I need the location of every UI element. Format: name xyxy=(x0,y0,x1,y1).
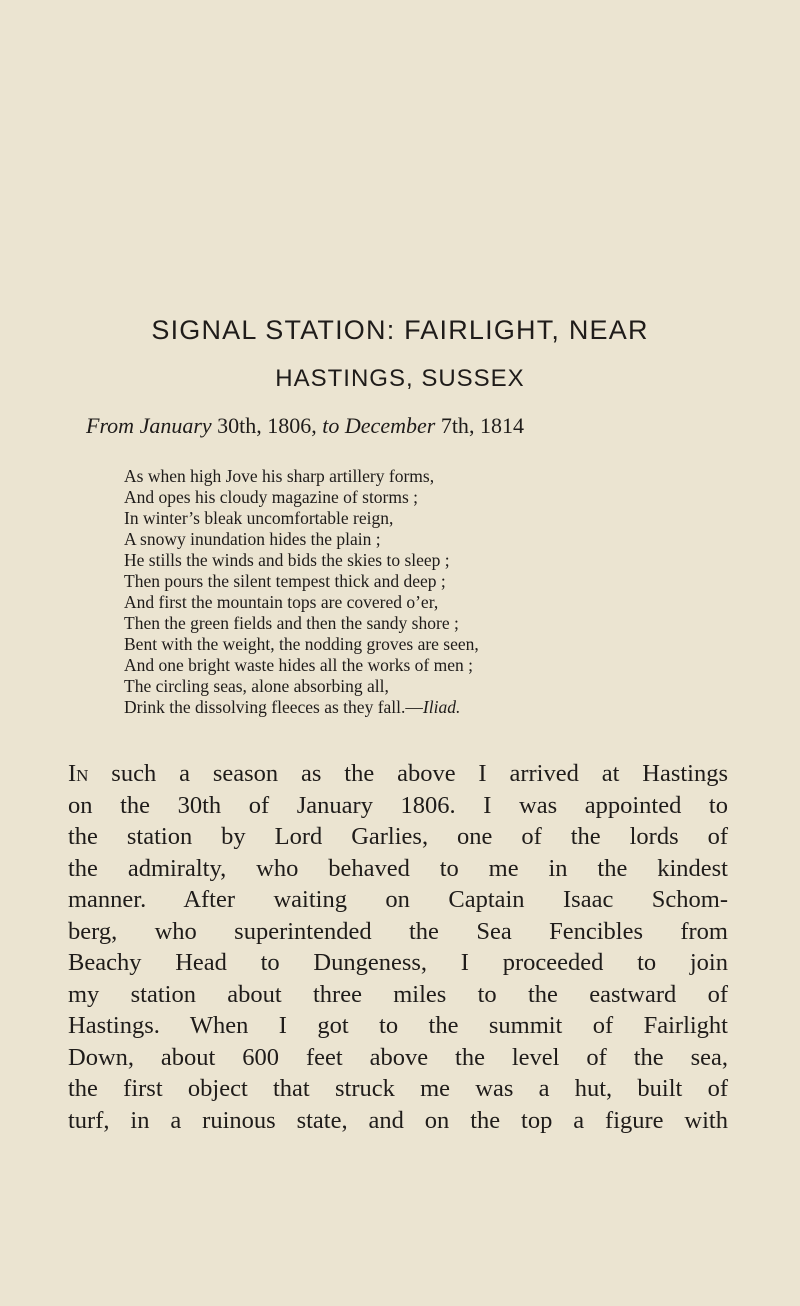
prose-line: berg, who superintended the Sea Fencibles from xyxy=(68,917,728,945)
poem-line: Then the green fields and then the sandy shore ; xyxy=(124,613,459,633)
poem-line: And first the mountain tops are covered o’er, xyxy=(124,592,439,612)
poem-line: And one bright waste hides all the works of men ; xyxy=(124,655,473,675)
prose-line: the admiralty, who behaved to me in the kindest xyxy=(68,854,728,882)
poem-line: As when high Jove his sharp artillery forms, xyxy=(124,466,435,486)
date-range xyxy=(86,412,786,440)
prose-line: Beachy Head to Dungeness, I proceeded to join xyxy=(68,949,728,976)
drop-word: In xyxy=(68,760,89,787)
epigraph-poem xyxy=(124,466,784,718)
poem-line: The circling seas, alone absorbing all, xyxy=(124,676,389,696)
poem-last-text: Drink the dissolving fleeces as they fall.— xyxy=(124,697,423,717)
date-from-day: 30th xyxy=(217,413,257,438)
chapter-title-line2: HASTINGS, SUSSEX xyxy=(275,365,525,392)
poem-line: Bent with the weight, the nodding groves are seen, xyxy=(124,634,479,654)
date-to-label: to December xyxy=(322,413,436,438)
poem-line: And opes his cloudy magazine of storms ; xyxy=(124,487,419,507)
date-to-day: 7th xyxy=(440,413,469,438)
prose-line: Hastings. When I got to the summit of Fairlight xyxy=(68,1012,728,1039)
poem-source: Iliad. xyxy=(422,697,461,717)
prose-first-line-text: such a season as the above I arrived at Hastings xyxy=(88,760,728,787)
prose-first-line xyxy=(68,758,728,790)
prose-line: the station by Lord Garlies, one of the lords of xyxy=(68,823,728,850)
chapter-title-line1: SIGNAL STATION: FAIRLIGHT, NEAR xyxy=(151,315,649,345)
date-from-year: , 1806, xyxy=(256,413,317,438)
poem-line: In winter’s bleak uncomfortable reign, xyxy=(124,508,394,528)
poem-line: He stills the winds and bids the skies to sleep ; xyxy=(124,550,450,570)
prose-line: the first object that struck me was a hut, built of xyxy=(68,1075,728,1102)
date-to-year: , 1814 xyxy=(468,413,524,438)
poem-line: Then pours the silent tempest thick and deep ; xyxy=(124,571,446,591)
prose-line: Down, about 600 feet above the level of the sea, xyxy=(68,1043,728,1071)
poem-line: A snowy inundation hides the plain ; xyxy=(124,529,381,549)
prose-line: manner. After waiting on Captain Isaac Schom- xyxy=(68,886,728,913)
prose-line: turf, in a ruinous state, and on the top a figure with xyxy=(68,1106,728,1134)
prose-line: on the 30th of January 1806. I was appointed to xyxy=(68,791,728,819)
poem-line-last xyxy=(124,697,784,718)
date-from-label: From January xyxy=(86,413,212,438)
prose-line: my station about three miles to the eastward of xyxy=(68,980,728,1008)
body-paragraph xyxy=(68,758,728,1136)
